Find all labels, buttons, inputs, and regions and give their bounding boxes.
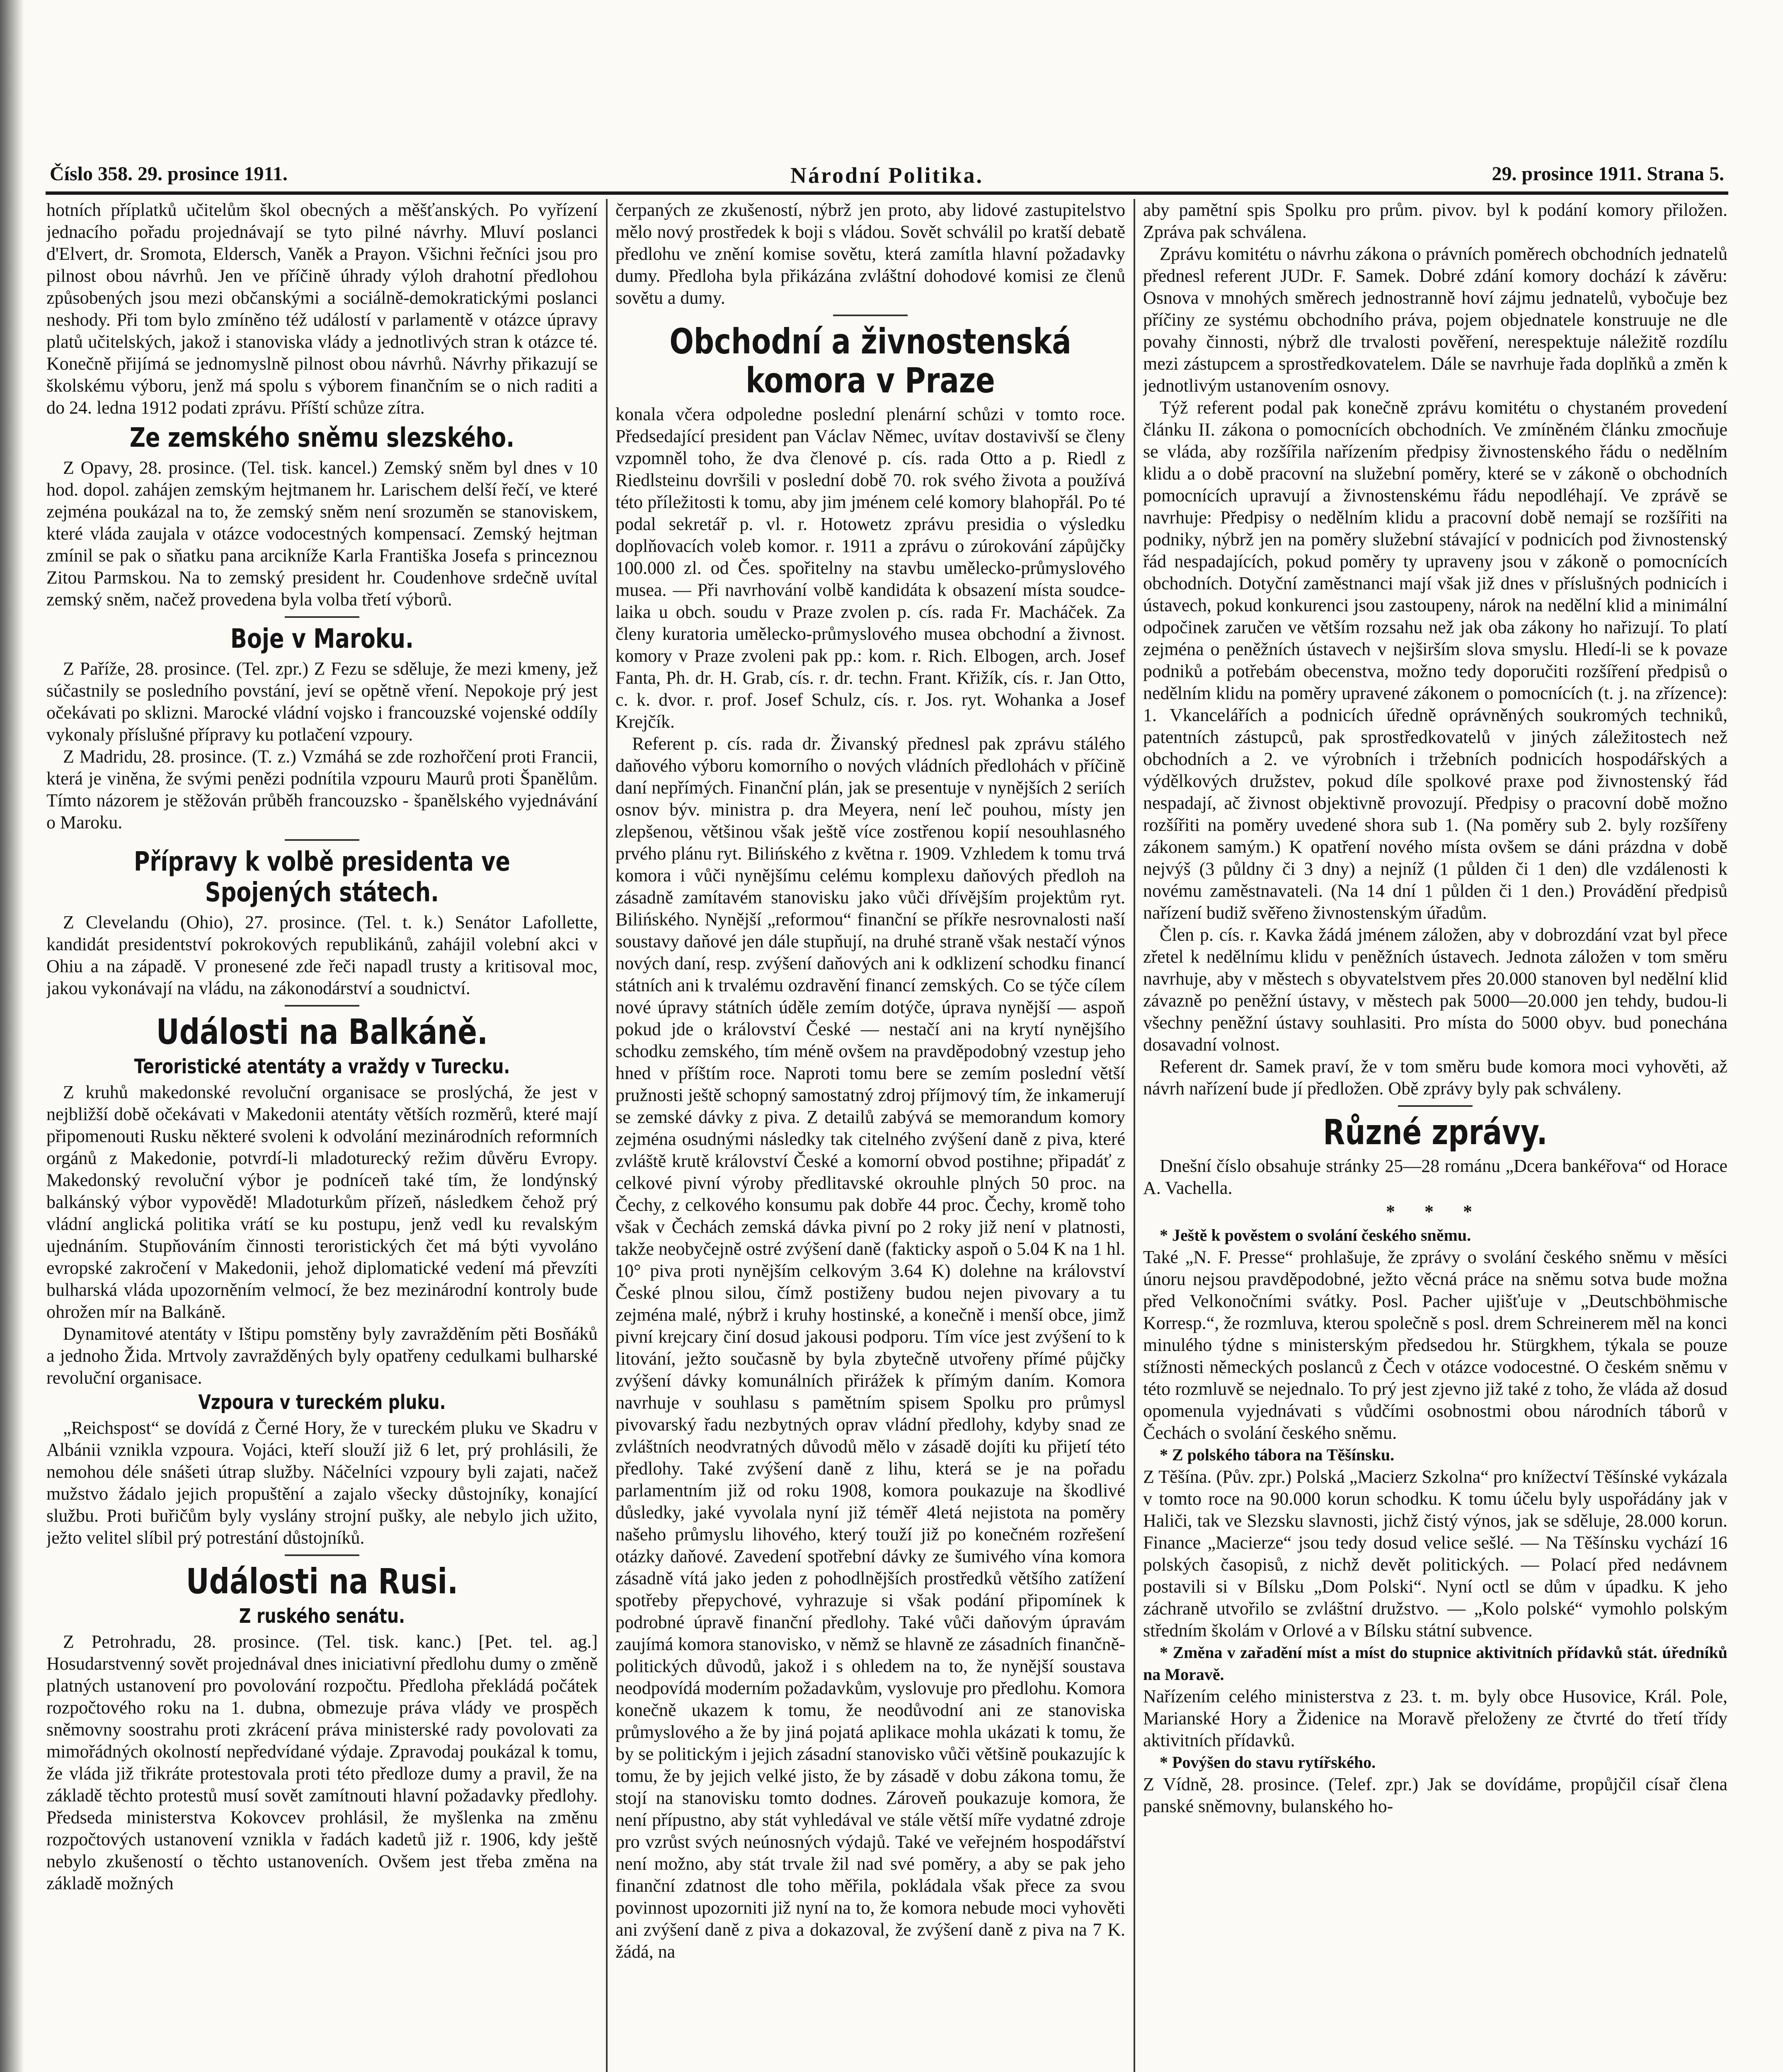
column-3 [1143,199,1727,2072]
headline-boje-maroko: Boje v Maroku. [230,624,414,654]
headline-ruzne-zpravy: Různé zprávy. [1323,1112,1548,1152]
asterism: * * * [1386,1201,1485,1222]
header-rule [46,191,1728,195]
column-2 [615,199,1125,2072]
issue-number-date: Číslo 358. 29. prosince 1911. [50,163,288,185]
article-paragraph: aby pamětní spis Spolku pro prům. pivov. byl k podání komory přiložen. Zpráva pak schválena. [1143,200,1727,242]
subheadline-rusky-senat: Z ruského senátu. [239,1605,405,1628]
separator [285,839,359,841]
headline-udalosti-balkan: Události na Balkáně. [156,1012,488,1052]
article-paragraph: „Reichspost“ se dovídá z Černé Hory, že v tureckém pluku ve Skadru v Albánii vznikla vzpoura. Vojáci, kteří slouží již 6 let, prý prohlásili, že nemohou déle snášeti útrap služby. Náčelníci vzpoury byli zajati, načež mužstvo žádalo jejich propuštění a zajalo všecky důstojníky, konající službu. Proti buřičům byly vyslány strojní pušky, ale nebylo jich užito, ježto velitel slíbil prý potrestání důstojníků. [46,1418,598,1548]
article-paragraph: Z Opavy, 28. prosince. (Tel. tisk. kancel.) Zemský sněm byl dnes v 10 hod. dopol. zahájen zemským hejtmanem hr. Larischem delší řečí, ve které zejména poukázal na to, že zemský sněm není srozuměn se stanoviskem, které vláda zaujala v otázce vodocestných kompensací. Zemský hejtman zmínil se pak o sňatku pana arcikníže Karla Františka Josefa s princeznou Zitou Parmskou. Na to zemský president hr. Coudenhove srdečně uvítal zemský sněm, načež provedena byla volba třetí výborů. [46,457,598,610]
article-paragraph: Zprávu komitétu o návrhu zákona o právních poměrech obchodních jednatelů přednesl referent JUDr. F. Samek. Dobré zdání komory dochází k závěru: Osnova v mnohých směrech jednostranně hoví zájmu jednatelů, vybočuje bez příčiny ze systému obchodního práva, pojem objednatele konstruuje ne dle povahy činnosti, nýbrž dle trvalosti pověření, nerespektuje náležitě rozdílu mezi zástupcem a sprostředkovatelem. Dále se navrhuje řada doplňků a změn k jednotlivým ustanovením osnovy. [1143,244,1727,396]
headline-volba-presidenta: Přípravy k volbě presidenta ve Spojených státech. [133,847,511,908]
news-item-lead: * Změna v zařadění míst a míst do stupnice aktivitních přídavků stát. úředníků na Moravě. [1143,1643,1727,1684]
article-paragraph: Týž referent podal pak konečně zprávu komitétu o chystaném provedení článku II. zákona o pomocnících obchodních. Ve zmíněném článku zmocňuje se vláda, aby rozšířila nařízením předpisy živnostenského řádu o nedělním klidu a o době pracovní na služební poměry, které se v zákoně o obchodních pomocnících upravují a živnostenskému řádu nepodléhají. Ve zprávě se navrhuje: Předpisy o nedělním klidu a pracovní době nemají se rozšířiti na podniky, nýbrž jen na poměry služební stávající v podnicích pod živnostenský řád nespadajících, pokud poměry ty upraveny jsou v zákoně o pomocnících obchodních. Dotyční zaměstnanci mají však již dnes v příslušných podnicích i ústavech, pokud konkurenci jsou zastoupeny, nárok na nedělní klid a minimální odpočinek zaručen ve větším rozsahu než jak oba zákony ho nařizují. To platí zejména o peněžních ústavech v nejširším slova smyslu. Hledí-li se k povaze podniků a potřebám obecenstva, možno tedy doporučiti rozšíření předpisů o nedělním klidu na poměry upravené zákonem o pomocnících (t. j. na zřízence): 1. Vkancelářích a podnicích úředně oprávněných soukromých techniků, patentních zástupců, pak sprostředkovatelů v jiných záležitostech než obchodních a 2. ve výrobních i tržebních podnicích hospodářských a výdělkových družstev, pokud díle spolkové praxe pod živnostenský řád nespadají, ač živnost objektivně provozují. Předpisy o pracovní době možno rozšířiti na poměry uvedené shora sub 1. (Na poměry sub 2. byly rozšířeny zákonem samým.) K opatření nového místa ovšem se dáni prázdna v době nejvýš (3 půldny či 3 dny) a nejníž (1 půlden či 1 den) dle vzdálenosti k novému zaměstnavateli. (Na 14 dní 1 půlden či 1 den.) Provádění předpisů nařízení budiž svěřeno živnostenským úřadům. [1143,397,1727,923]
article-paragraph: Z Clevelandu (Ohio), 27. prosince. (Tel. t. k.) Senátor Lafollette, kandidát presidentství pokrokových republikánů, zahájil volební akci v Ohiu a na západě. V pronesené zde řeči napadl trusty a kritisoval moc, jakou vykonávají na vládu, na zákonodárství a soudnictví. [46,912,598,998]
article-paragraph: Nařízením celého ministerstva z 23. t. m. byly obce Husovice, Král. Pole, Marianské Hory a Židenice na Moravě přeloženy ze čtvrté do třetí třídy aktivitních přídavků. [1143,1686,1727,1750]
article-paragraph: Také „N. F. Presse“ prohlašuje, že zprávy o svolání českého sněmu v měsíci únoru nejsou pravděpodobné, ježto věcná práce na sněmu sotva bude možna před Velkonočními svátky. Posl. Pacher ujišťuje v „Deutschböhmische Korresp.“, že rozmluva, kterou společně s posl. drem Schreinerem měl na konci minulého týdne s ministerským předsedou hr. Stürgkhem, týkala se pouze stížnosti německých poslanců z Čech v otázce vodocestné. O českém sněmu v této rozmluvě se nejednalo. To prý jest zjevno již také z toho, že vláda až dosud opomenula vyjednávati s vůdčími osobnostmi obou národních táborů v Čechách o svolání českého sněmu. [1143,1247,1727,1443]
subheadline-atentaty-turecko: Teroristické atentáty a vraždy v Turecku. [134,1055,510,1078]
news-item-lead: * Ještě k pověstem o svolání českého sněmu. [1160,1226,1471,1244]
news-item-lead: * Povýšen do stavu rytířského. [1160,1753,1376,1772]
column-rule [1134,199,1135,2072]
separator [833,315,908,316]
headline-udalosti-rus: Události na Rusi. [186,1561,458,1602]
subheadline-vzpoura-pluk: Vzpoura v tureckém pluku. [198,1391,446,1414]
news-item-lead: * Z polského tábora na Těšínsku. [1160,1445,1395,1464]
article-paragraph: čerpaných ze zkušeností, nýbrž jen proto, aby lidové zastupitelstvo mělo nový prostředek k boji s vládou. Sovět schválil po kratší debatě předlohu ve znění komise sovětu, která zamítla hlavní požadavky dumy. Předloha byla přikázána zvláštní dohodové komisi ze členů sovětu a dumy. [615,200,1125,308]
article-paragraph: hotních příplatků učitelům škol obecných a měšťanských. Po vyřízení jednacího pořadu projednávají se tyto pilné návrhy. Mluví poslanci d'Elvert, dr. Sromota, Eldersch, Vaněk a Prayon. Všichni řečníci jsou pro pilnost obou návrhů. Jen ve příčině úhrady výloh drahotní předlohou způsobených jsou mezi občanskými a sociálně-demokratickými poslanci neshody. Při tom bylo zmíněno též událostí v parlamentě v otázce úpravy platů učitelských, jakož i stanoviska vlády a jednotlivých stran k otázce té. Konečně přijímá se jednomyslně pilnost obou návrhů. Návrhy přikazují se školskému výboru, jenž má spolu s výborem finančním se o nich raditi a do 24. ledna 1912 podati zprávu. Příští schůze zítra. [46,200,598,418]
article-paragraph: Z kruhů makedonské revoluční organisace se proslýchá, že jest v nejbližší době očekávati v Makedonii atentáty větších rozměrů, které mají připomenouti Rusku některé svoleni k odvolání mezinárodních reformních orgánů z Makedonie, potvrdí-li mladoturecký režim důvěru Evropy. Makedonský revoluční výbor je podníceň také tím, že londýnský balkánský výbor vypovědě! Mladoturkům přízeň, následkem čehož prý vládní anglická politika vrátí se ku postupu, jenž vedl ku revalským ujednáním. Stupňováním činnosti teroristických čet má býti vyvoláno evropské zakročení v Makedonii, jehož diplomatické vedení má převzíti bulharská vláda upozorněním velmocí, že bez mezinárodní kontroly bude ohrožen mír na Balkáně. [46,1082,598,1322]
headline-obchodni-komora: Obchodní a živnostenská komora v Praze [669,321,1071,401]
article-paragraph: Z Vídně, 28. prosince. (Telef. zpr.) Jak se dovídáme, propůjčil císař člena panské sněmovny, bulanského ho- [1143,1774,1727,1816]
article-paragraph: Člen p. cís. r. Kavka žádá jménem záložen, aby v dobrozdání vzat byl přece zřetel k nedělnímu klidu v peněžních ústavech. Jednota záložen v tom směru navrhuje, aby v městech s obyvatelstvem přes 20.000 stanoven byl nedělní klid závazně po peněžní ústavy, v městech pak 5000—20.000 jen tehdy, budou-li všechny peněžní ústavy souhlasiti. Pro místa do 5000 obyv. bud ponechána dosavadní volnost. [1143,925,1727,1055]
column-1 [46,199,598,2072]
article-paragraph: Dnešní číslo obsahuje stránky 25—28 románu „Dcera bankéřova“ od Horace A. Vachella. [1143,1156,1727,1198]
masthead-title: Národní Politika. [790,163,984,188]
article-paragraph: Referent p. cís. rada dr. Živanský přednesl pak zprávu stálého daňového výboru komorního o nových vládních předlohách v příčině daní nepřímých. Finanční plán, jak se presentuje v nynějších 2 seriích osnov býv. ministra p. dra Meyera, není leč pouhou, místy jen zlepšenou, většinou však ještě více zostřenou kopií nesouhlasného prvého plánu ryt. Bilińského z května r. 1909. Vzhledem k tomu trvá komora i vůči nynějšímu celému komplexu daňových předloh na zásadně zamítavém stanovisku jako vůči dřívějším projektům ryt. Bilińského. Nynější „reformou“ finanční se příkře nesrovnalosti naší soustavy daňové jen dále stupňují, na druhé straně však nestačí výnos nových daní, resp. zvýšení daňových ani k odklizení schodku financí státních ani k trvalému ozdravění financí zemských. Co se týče cílem nové úpravy státních úděle zemím dotýče, úprava nynější — aspoň pokud jde o království České — nestačí ani na krytí nynějšího schodku zemského, tím méně ovšem na pravděpodobný vzestup jeho hned v příštím roce. Naproti tomu bere se zemím poslední větší pružnosti ještě schopný samostatný zdroj příjmový tím, že inkamerují se zemské dávky z piva. Z detailů zabývá se memorandum komory zejména osudnými následky tak citelného zvýšení daně z piva, které zvláště krutě království České a komorní obvod postihne; připadáť z celkové pivní výroby předlitavské okrouhle plných 50 proc. na Čechy, z celkového konsumu pak dobře 44 proc. Čechy, kromě toho však v Čechách zemská dávka pivní po 2 roky již není v platnosti, takže neobyčejně ostré zvýšení daně (fakticky aspoň o 5.04 K na 1 hl. 10° piva proti nynějším celkovým 3.64 K) dolehne na království České plnou silou, čímž postiženy budou nejen pivovary a tu zejména malé, nýbrž i kruhy hostinské, a konečně i menší obce, jimž pivní krejcary činí dosud jakousi podporu. Tím více jest zvýšení to k litování, ježto současně by byla zbytečně utvořeny přímé půjčky zvýšení dávky komunálních přirážek k přímým daním. Komora navrhuje v souhlasu s pamětním spisem Spolku pro průmysl pivovarský řadu nezbytných oprav vládní předlohy, kdyby snad ze zvláštních neodvratných důvodů mělo v zásadě dojíti ku přijetí této předlohy. Také zvýšení daně z lihu, která se je na pořadu parlamentním již od roku 1908, komora poukazuje na škodlivé důsledky, jaké vyvolala nyní již téměř 4letá nejistota na poměry našeho průmyslu lihového, který touží již po konečném rozřešení otázky daňové. Zavedení spotřební dávky ze šumivého vína komora zásadně vítá jako jeden z pohodlnějších prostředků většího zatížení spotřeby přepychové, vyhrazuje si však podání připomínek k podrobné úpravě finanční předlohy. Také vůči daňovým úpravám zaujímá komora stanovisko, v němž se hlavně ze zásadních finančně-politických důvodů, jakož i s ohledem na to, že nynější soustava neodpovídá moderním požadavkům, vyslovuje pro předlohu. Komora konečně ukazem k tomu, že neodůvodní ani ze stanoviska průmyslového a že by jiná pojatá aplikace mohla ukázati k tomu, že by se politickým i jejich zásadní stanovisko vůči většině poukazujíc k tomu, že by jejich velké jisto, že by zásadě v dobu zákona tomu, že stojí na stanovisku tomto dodnes. Zároveň poukazuje komora, že není přípustno, aby stát vyhledával ve stále větší míře vydatné zdroje pro vzrůst svých neúnosných výdajů. Také ve veřejném hospodářství není možno, aby stát trvale žil nad své poměry, a aby se pak jeho finanční zdatnost dle toho měřila, pokládala však přece za svou povinnost upozorniti již nyní na to, že komora nebude moci vyhověti ani zvýšení daně z piva a dokazoval, že zvýšení daně z piva na 7 K. žádá, na [615,733,1125,1962]
date-page-number: 29. prosince 1911. Strana 5. [1492,163,1724,185]
separator [1398,1105,1473,1107]
article-paragraph: Z Madridu, 28. prosince. (T. z.) Vzmáhá se zde rozhořčení proti Francii, která je viněna, že svými penězi podnítila vzpouru Maurů proti Španělům. Tímto názorem je stěžován průběh francouzsko - španělského vyjednávání o Maroku. [46,746,598,833]
article-paragraph: Z Těšína. (Pův. zpr.) Polská „Macierz Szkolna“ pro knížectví Těšínské vykázala v tomto roce na 90.000 korun schodku. K tomu účelu byly uspořádány jak v Haliči, tak ve Slezsku slavnosti, jichž čistý výnos, jak se sděluje, 28.000 korun. Finance „Macierze“ jsou tedy dosud velice sešlé. — Na Těšínsku vychází 16 polských časopisů, z nichž devět politických. — Polací před nedávnem postavili si v Bílsku „Dom Polski“. Nyní octl se dům v úpadku. K jeho záchraně utvořilo se zvláštní družstvo. — „Kolo polské“ vymohlo polským středním školám v Orlové a v Bílsku státní subvence. [1143,1467,1727,1641]
page-header [46,162,1728,187]
article-paragraph: konala včera odpoledne poslední plenární schůzi v tomto roce. Předsedající president pan Václav Němec, uvítav dostavivší se členy vzpomněl toho, že dva členové p. cís. rada Otto a p. Riedl z Riedlsteinu dovršili v poslední době 70. rok svého života a používá této příležitosti k tomu, aby jim jménem celé komory blahopřál. Po té podal sekretář p. vl. r. Hotowetz zprávu presidia o výsledku doplňovacích voleb komor. r. 1911 a zprávu o zúrokování zápůjčky 100.000 zl. od Čes. spořitelny na stavbu umělecko-průmyslového musea. — Při navrhování volbě kandidáta k obsazení místa soudce-laika u obch. soudu v Praze zvolen p. cís. rada Fr. Macháček. Za členy kuratoria umělecko-průmyslového musea obchodní a živnost. komory v Praze zvoleni pak pp.: kom. r. Rich. Elbogen, arch. Josef Fanta, Ph. dr. H. Grab, cís. r. dr. techn. Frant. Křižík, cís. r. Jan Otto, c. k. dvor. r. prof. Josef Schulz, cís. r. Jos. ryt. Wohanka a Josef Krejčík. [615,404,1125,732]
headline-slezsky-snem: Ze zemského sněmu slezského. [129,423,515,453]
page-spine-shadow [0,0,24,2072]
article-paragraph: Z Paříže, 28. prosince. (Tel. zpr.) Z Fezu se sděluje, že mezi kmeny, jež súčastnily se posledního povstání, jeví se opětně vření. Nepokoje prý jest očekávati po sklizni. Marocké vládní vojsko i francouzské vojenské oddíly vykonaly příslušné přípravy ku potlačení vzpoury. [46,658,598,745]
article-paragraph: Referent dr. Samek praví, že v tom směru bude komora moci vyhověti, až návrh nařízení bude jí předložen. Obě zprávy byly pak schváleny. [1143,1056,1727,1099]
separator [285,1554,359,1556]
column-rule [606,199,608,2072]
article-paragraph: Z Petrohradu, 28. prosince. (Tel. tisk. kanc.) [Pet. tel. ag.] Hosudarstvenný sovět projednával dnes iniciativní předlohu dumy o změně platných ustanovení pro povolování rozpočtu. Předloha překládá počátek rozpočtového roku na 1. dubna, obmezuje práva vlády ve prospěch sněmovny soostrahu proti zkrácení práva ministerské rady povolovati za mimořádných okolností nepředvídané výdaje. Zpravodaj poukázal k tomu, že vláda již třikráte protestovala proti této předloze dumy a pravil, že na základě těchto protestů musí sovět zamítnouti hlavní požadavky předlohy. Předseda ministerstva Kokovcev prohlásil, že myšlenka na změnu rozpočtových ustanovení vznikla v řadách kadetů již r. 1906, kdy ještě nebylo zkušeností o těchto ustanoveních. Ovšem jest třeba změna na základě možných [46,1631,598,1893]
article-paragraph: Dynamitové atentáty v Ištipu pomstěny byly zavražděním pěti Bosňáků a jednoho Žida. Mrtvoly zavražděných byly opatřeny cedulkami bulharské revoluční organisace. [46,1324,598,1388]
separator [285,616,359,618]
separator [285,1005,359,1007]
